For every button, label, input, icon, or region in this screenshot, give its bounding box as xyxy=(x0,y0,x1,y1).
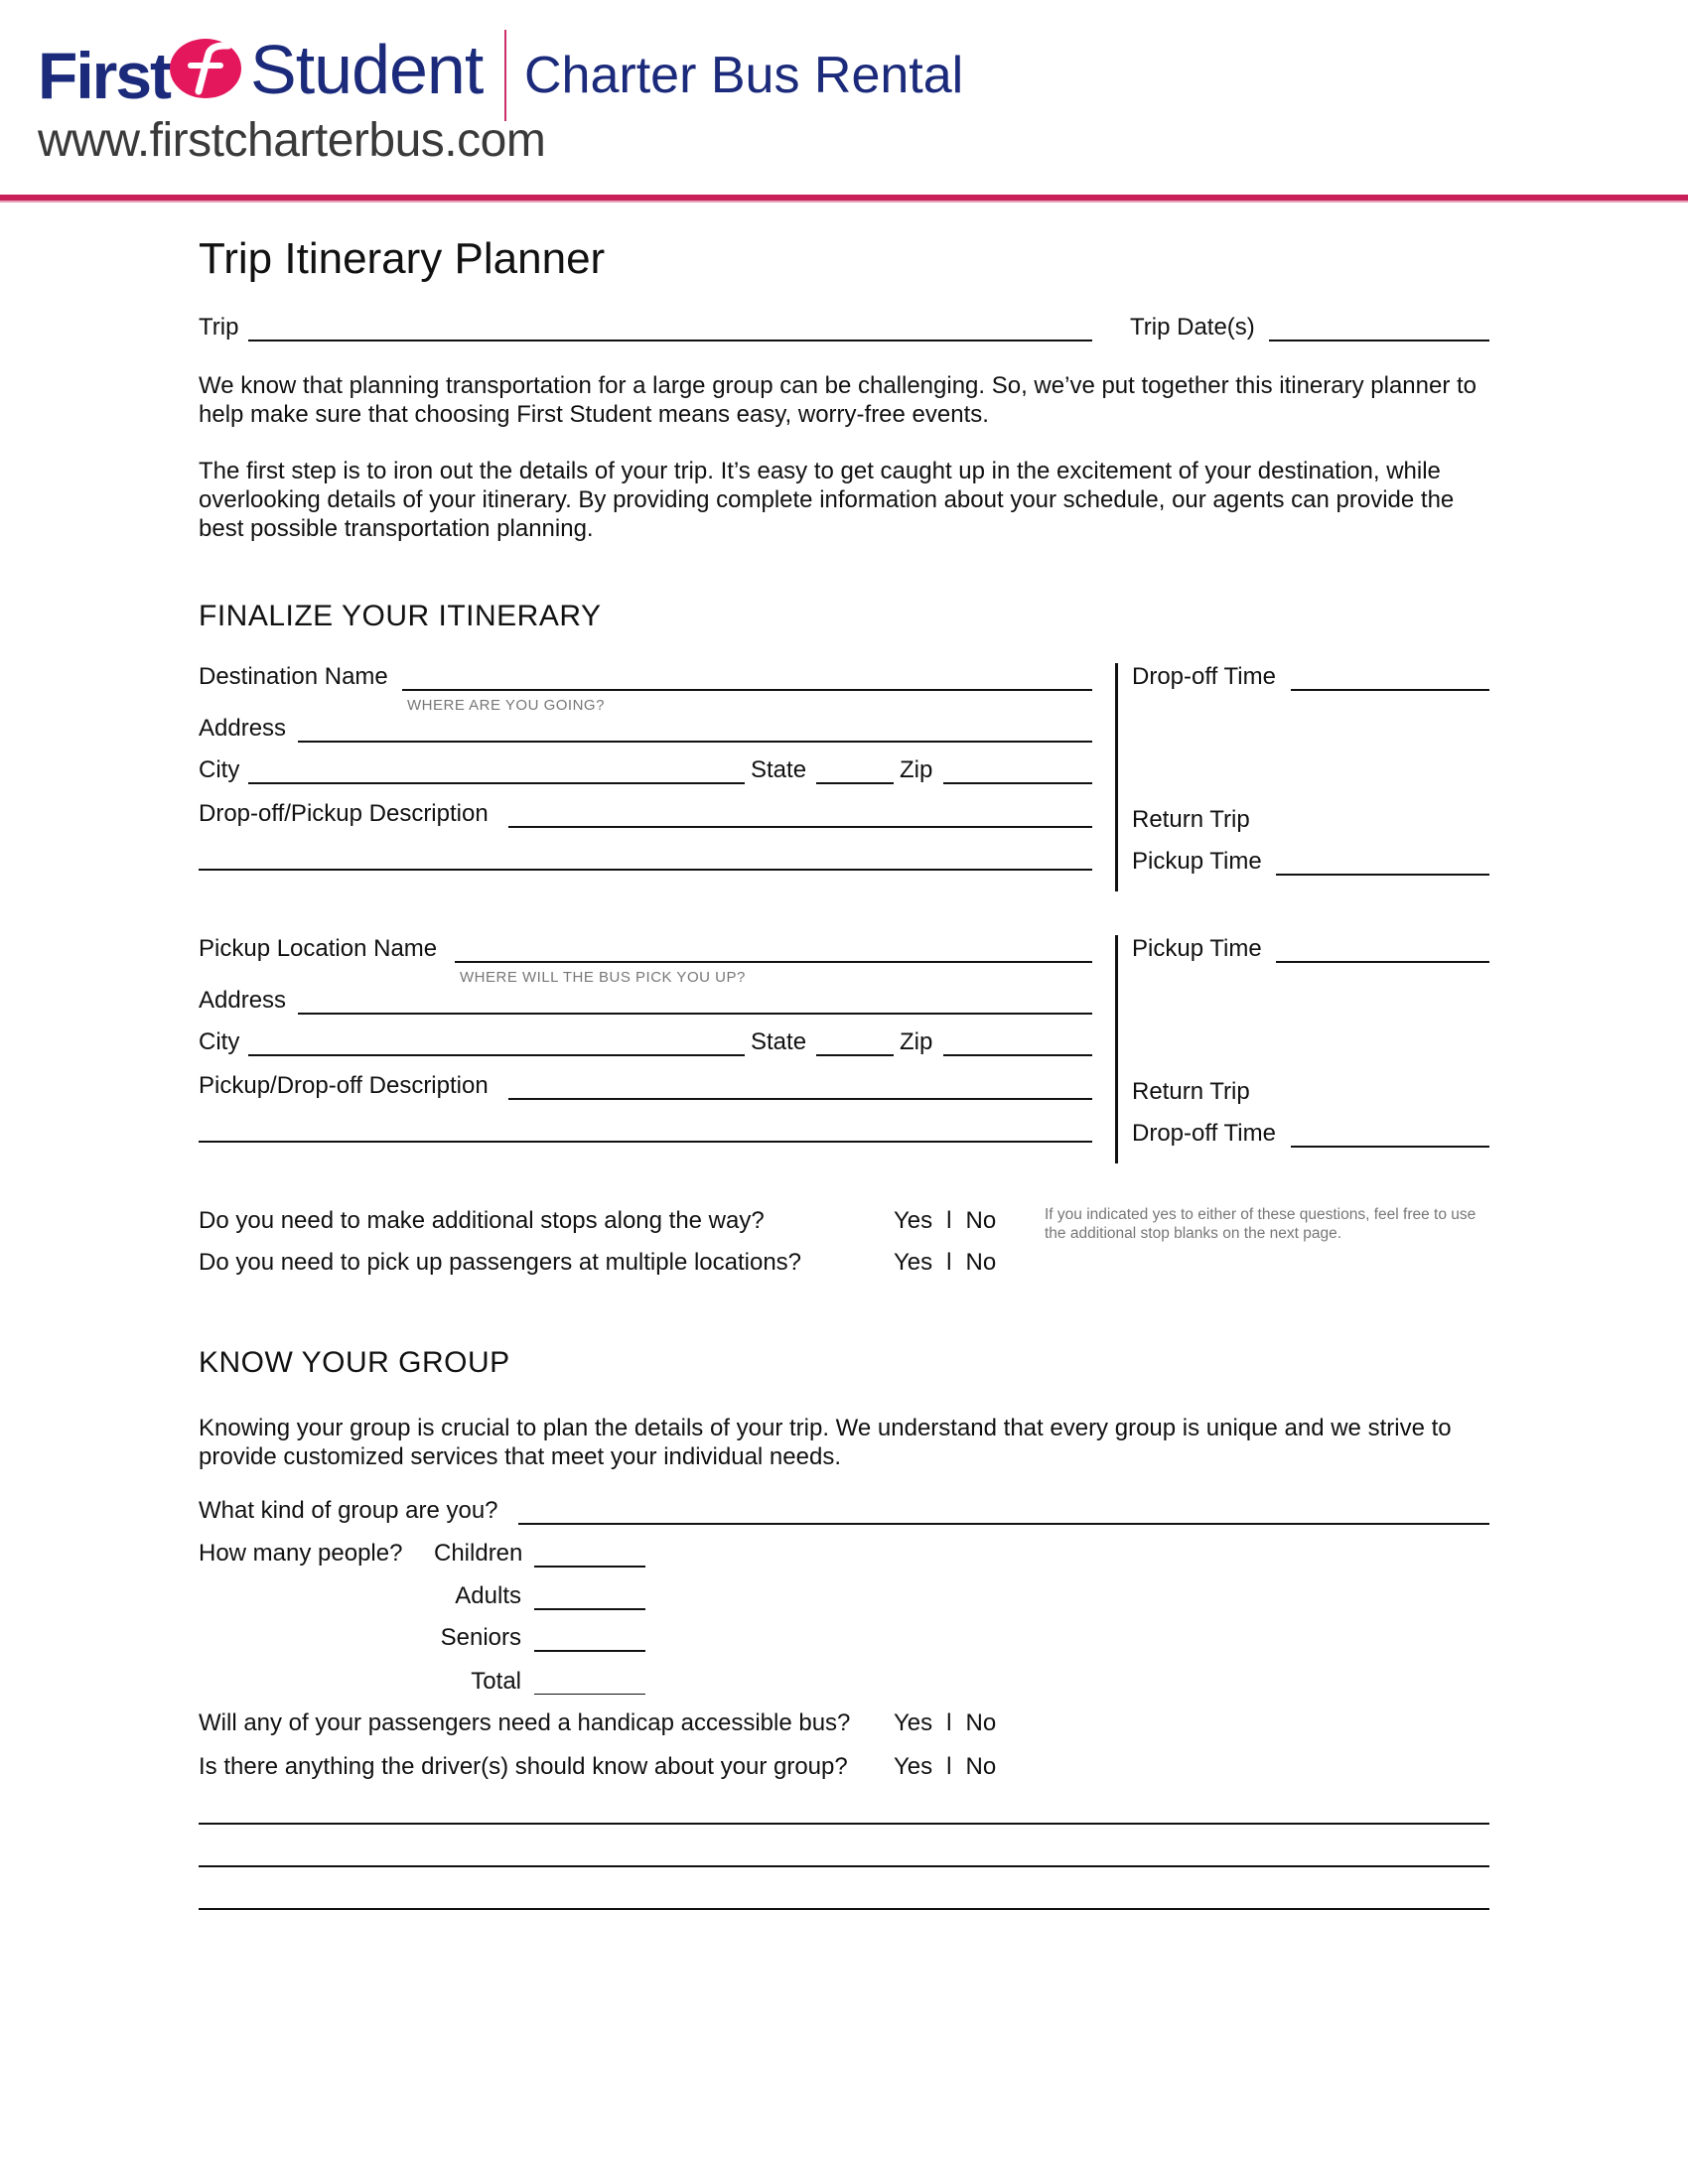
additional-stops-yes[interactable]: Yes xyxy=(894,1207,933,1234)
handicap-yes-no xyxy=(894,1709,996,1737)
page-title: Trip Itinerary Planner xyxy=(199,234,606,283)
seniors-field[interactable] xyxy=(534,1650,645,1652)
multiple-locations-yes[interactable]: Yes xyxy=(894,1249,933,1276)
additional-stops-no[interactable]: No xyxy=(965,1207,997,1234)
destination-return-trip-label: Return Trip xyxy=(1132,806,1250,833)
driver-know-yes-no xyxy=(894,1753,996,1781)
destination-desc-label: Drop-off/Pickup Description xyxy=(199,800,489,827)
driver-notes-line-2[interactable] xyxy=(199,1865,1489,1867)
destination-desc-field-2[interactable] xyxy=(199,869,1092,871)
pickup-zip-field[interactable] xyxy=(943,1054,1092,1056)
intro-paragraph-2: The first step is to iron out the details of your trip. It’s easy to get caught up in the excitement of your destination, while overlooking details of your itinerary. By providing complete information about your schedule, our agents can provide the best possible transportation planning. xyxy=(199,458,1455,542)
destination-name-label: Destination Name xyxy=(199,663,388,690)
pickup-name-label: Pickup Location Name xyxy=(199,935,438,962)
pickup-state-label: State xyxy=(751,1028,807,1055)
group-heading: KNOW YOUR GROUP xyxy=(199,1346,510,1379)
itinerary-heading: FINALIZE YOUR ITINERARY xyxy=(199,600,602,632)
destination-address-label: Address xyxy=(199,715,287,742)
destination-city-field[interactable] xyxy=(248,782,745,784)
yes-no-separator: l xyxy=(946,1753,952,1780)
pickup-city-field[interactable] xyxy=(248,1054,745,1056)
yes-no-separator: l xyxy=(946,1709,952,1736)
question-additional-stops: Do you need to make additional stops along the way? xyxy=(199,1207,765,1234)
trip-dates-field[interactable] xyxy=(1269,340,1489,341)
question-driver-know: Is there anything the driver(s) should know about your group? xyxy=(199,1753,848,1780)
group-kind-label: What kind of group are you? xyxy=(199,1497,498,1524)
destination-divider xyxy=(1115,663,1118,891)
destination-city-label: City xyxy=(199,756,240,783)
pickup-dropoff-time-label: Drop-off Time xyxy=(1132,1120,1276,1147)
seniors-label: Seniors xyxy=(440,1624,521,1651)
pickup-state-field[interactable] xyxy=(816,1054,894,1056)
logo-charter-text: Charter Bus Rental xyxy=(524,47,964,104)
intro-paragraph-1: We know that planning transportation for a large group can be challenging. So, we’ve put together this itinerary planner to help make sure that choosing First Student means easy, worry-free events. xyxy=(199,372,1477,428)
how-many-people-label: How many people? xyxy=(199,1540,403,1567)
logo-first-text: First xyxy=(38,39,171,112)
children-label: Children xyxy=(434,1540,523,1567)
total-field[interactable] xyxy=(534,1694,645,1695)
driver-know-no[interactable]: No xyxy=(965,1753,997,1780)
question-handicap-accessible: Will any of your passengers need a handicap accessible bus? xyxy=(199,1709,851,1736)
group-kind-field[interactable] xyxy=(518,1523,1489,1525)
pickup-dropoff-time-field[interactable] xyxy=(1291,1146,1489,1148)
destination-state-label: State xyxy=(751,756,807,783)
pickup-pickup-time-field[interactable] xyxy=(1276,961,1489,963)
trip-dates-label: Trip Date(s) xyxy=(1130,314,1255,341)
adults-field[interactable] xyxy=(534,1608,645,1610)
additional-stops-yes-no xyxy=(894,1207,996,1235)
destination-state-field[interactable] xyxy=(816,782,894,784)
pickup-return-trip-label: Return Trip xyxy=(1132,1078,1250,1105)
question-multiple-locations: Do you need to pick up passengers at multiple locations? xyxy=(199,1249,802,1276)
website-url: www.firstcharterbus.com xyxy=(38,114,546,167)
pickup-name-hint: WHERE WILL THE BUS PICK YOU UP? xyxy=(460,969,746,986)
header-rule-accent xyxy=(0,201,1688,203)
logo-student-text: Student xyxy=(250,31,484,108)
destination-address-field[interactable] xyxy=(298,741,1092,743)
pickup-divider xyxy=(1115,935,1118,1163)
pickup-address-label: Address xyxy=(199,987,287,1014)
destination-pickup-time-field[interactable] xyxy=(1276,874,1489,876)
yes-no-separator: l xyxy=(946,1207,952,1234)
handicap-no[interactable]: No xyxy=(965,1709,997,1736)
first-student-f-logo-icon xyxy=(169,36,242,101)
driver-know-yes[interactable]: Yes xyxy=(894,1753,933,1780)
driver-notes-line-1[interactable] xyxy=(199,1823,1489,1825)
driver-notes-line-3[interactable] xyxy=(199,1908,1489,1910)
destination-name-field[interactable] xyxy=(402,689,1092,691)
multiple-locations-yes-no xyxy=(894,1249,996,1277)
destination-pickup-time-label: Pickup Time xyxy=(1132,848,1262,875)
pickup-city-label: City xyxy=(199,1028,240,1055)
pickup-pickup-time-label: Pickup Time xyxy=(1132,935,1262,962)
adults-label: Adults xyxy=(455,1582,521,1609)
multiple-locations-no[interactable]: No xyxy=(965,1249,997,1276)
trip-field[interactable] xyxy=(248,340,1092,341)
pickup-zip-label: Zip xyxy=(900,1028,933,1055)
pickup-desc-field[interactable] xyxy=(508,1098,1092,1100)
destination-desc-field[interactable] xyxy=(508,826,1092,828)
handicap-yes[interactable]: Yes xyxy=(894,1709,933,1736)
logo-divider xyxy=(504,30,506,121)
yes-no-separator: l xyxy=(946,1249,952,1276)
pickup-address-field[interactable] xyxy=(298,1013,1092,1015)
trip-label: Trip xyxy=(199,314,239,341)
children-field[interactable] xyxy=(534,1566,645,1568)
pickup-name-field[interactable] xyxy=(455,961,1092,963)
pickup-desc-label: Pickup/Drop-off Description xyxy=(199,1072,489,1099)
additional-stops-note: If you indicated yes to either of these questions, feel free to use the additional stop blanks on the next page. xyxy=(1045,1206,1477,1242)
pickup-desc-field-2[interactable] xyxy=(199,1141,1092,1143)
destination-dropoff-time-field[interactable] xyxy=(1291,689,1489,691)
group-intro-paragraph: Knowing your group is crucial to plan the details of your trip. We understand that every group is unique and we strive to provide customized services that meet your individual needs. xyxy=(199,1415,1452,1470)
destination-dropoff-time-label: Drop-off Time xyxy=(1132,663,1276,690)
total-label: Total xyxy=(471,1668,521,1695)
destination-name-hint: WHERE ARE YOU GOING? xyxy=(407,697,605,714)
destination-zip-field[interactable] xyxy=(943,782,1092,784)
destination-zip-label: Zip xyxy=(900,756,933,783)
